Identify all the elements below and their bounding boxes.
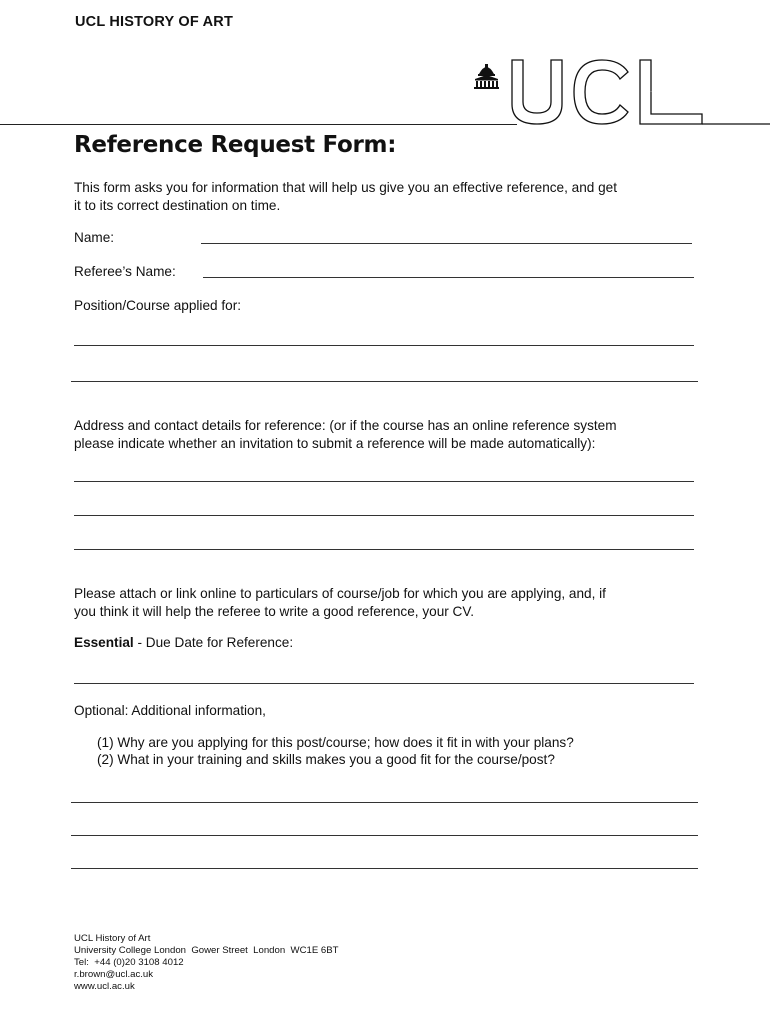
referee-name-field[interactable] xyxy=(203,277,694,278)
logo-text: UCL xyxy=(650,92,653,93)
additional-info-line-3[interactable] xyxy=(71,868,698,869)
footer-address-line: University College London Gower Street London WC1E 6BT xyxy=(74,945,339,956)
address-field-line-2[interactable] xyxy=(74,515,694,516)
position-field-line-2[interactable] xyxy=(71,381,698,382)
address-line-2: please indicate whether an invitation to submit a reference will be made automatically): xyxy=(74,435,596,451)
footer-email: r.brown@ucl.ac.uk xyxy=(74,969,154,980)
question-1: (1) Why are you applying for this post/course; how does it fit in with your plans? xyxy=(97,735,574,750)
ucl-logo xyxy=(470,52,770,132)
name-field[interactable] xyxy=(201,243,692,244)
address-instructions xyxy=(74,417,699,452)
due-date-field[interactable] xyxy=(74,683,694,684)
additional-info-line-2[interactable] xyxy=(71,835,698,836)
footer-phone: Tel: +44 (0)20 3108 4012 xyxy=(74,957,184,968)
attach-line-2: you think it will help the referee to write a good reference, your CV. xyxy=(74,603,474,619)
header-rule xyxy=(0,124,517,125)
optional-label: Optional: Additional information, xyxy=(74,703,266,718)
footer-address xyxy=(74,933,339,993)
footer-website: www.ucl.ac.uk xyxy=(74,981,135,992)
attach-line-1: Please attach or link online to particulars of course/job for which you are applying, and, if xyxy=(74,586,606,601)
intro-line-1: This form asks you for information that will help us give you an effective reference, and get xyxy=(74,180,618,195)
department-heading: UCL HISTORY OF ART xyxy=(75,14,234,30)
referee-name-label: Referee’s Name: xyxy=(74,264,176,279)
essential-label: Essential xyxy=(74,635,134,650)
form-title: Reference Request Form: xyxy=(74,132,397,158)
position-field-line-1[interactable] xyxy=(74,345,694,346)
position-label: Position/Course applied for: xyxy=(74,298,241,313)
additional-info-line-1[interactable] xyxy=(71,802,698,803)
intro-line-2: it to its correct destination on time. xyxy=(74,197,281,213)
due-date-text: - Due Date for Reference: xyxy=(133,635,294,650)
name-label: Name: xyxy=(74,230,115,245)
intro-paragraph xyxy=(74,179,699,214)
attach-instructions xyxy=(74,585,699,620)
due-date-label xyxy=(74,635,293,650)
portico-icon xyxy=(474,64,499,89)
footer-department: UCL History of Art xyxy=(74,933,151,944)
address-field-line-3[interactable] xyxy=(74,549,694,550)
question-2: (2) What in your training and skills makes you a good fit for the course/post? xyxy=(97,752,555,767)
address-field-line-1[interactable] xyxy=(74,481,694,482)
address-line-1: Address and contact details for reference: (or if the course has an online reference system xyxy=(74,418,617,433)
